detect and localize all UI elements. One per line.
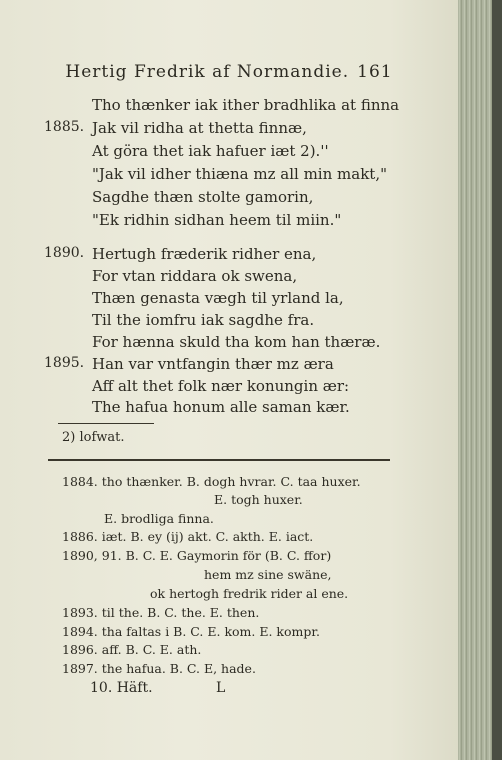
variant-line: E. brodliga finna. xyxy=(104,511,214,526)
verse-text: Hertugh fræderik ridher ena, xyxy=(92,245,317,263)
variant-line: 1894. tha faltas i B. C. E. kom. E. kompr. xyxy=(62,624,320,639)
variant-line: 1890, 91. B. C. E. Gaymorin för (B. C. ffor) xyxy=(62,548,332,563)
variant-line: E. togh huxer. xyxy=(214,492,303,507)
verse-text: For vtan riddara ok swena, xyxy=(92,267,298,285)
running-head-title: Hertig Fredrik af Normandie. xyxy=(65,62,350,82)
variant-line: 1893. til the. B. C. the. E. then. xyxy=(62,605,260,620)
verse-line xyxy=(0,245,458,265)
variant-line: hem mz sine swäne, xyxy=(204,567,332,582)
verse-line xyxy=(0,267,458,287)
verse-text: Til the iomfru iak sagdhe fra. xyxy=(92,311,315,329)
footnote-rule xyxy=(58,423,154,424)
line-number: 1895. xyxy=(44,355,85,371)
verse-line xyxy=(0,119,458,139)
variant-line: 1884. tho thænker. B. dogh hvrar. C. taa huxer. xyxy=(62,474,361,489)
verse-line xyxy=(0,377,458,397)
verse-line xyxy=(0,355,458,375)
verse-text: "Ek ridhin sidhan heem til miin." xyxy=(92,211,342,229)
verse-line xyxy=(0,165,458,185)
verse-text: Sagdhe thæn stolte gamorin, xyxy=(92,188,314,206)
running-head xyxy=(0,62,458,82)
verse-text: Tho thænker iak ither bradhlika at finna xyxy=(92,96,400,114)
page-edges xyxy=(458,0,502,760)
verse-text: "Jak vil idher thiæna mz all min makt," xyxy=(92,165,387,183)
verse-line xyxy=(0,142,458,162)
variant-line: 1896. aff. B. C. E. ath. xyxy=(62,642,202,657)
verse-line xyxy=(0,211,458,231)
verse-line xyxy=(0,311,458,331)
variant-line: 1886. iæt. B. ey (ij) akt. C. akth. E. iact. xyxy=(62,529,314,544)
binding-shadow xyxy=(492,0,502,760)
verse-text: Han var vntfangin thær mz æra xyxy=(92,355,334,373)
verse-line xyxy=(0,398,458,418)
signature-mark: 10. Häft. xyxy=(90,680,153,696)
page-number: 161 xyxy=(357,62,393,82)
line-number: 1885. xyxy=(44,119,85,135)
verse-text: The hafua honum alle saman kær. xyxy=(92,398,350,416)
verse-line xyxy=(0,333,458,353)
verse-text: Jak vil ridha at thetta finnæ, xyxy=(92,119,307,137)
footnote: 2) lofwat. xyxy=(62,430,125,445)
variants-rule xyxy=(48,459,390,461)
verse-text: Aff alt thet folk nær konungin ær: xyxy=(92,377,350,395)
verse-line xyxy=(0,289,458,309)
verse-text: At göra thet iak hafuer iæt 2).'' xyxy=(92,142,329,160)
variant-line: ok hertogh fredrik rider al ene. xyxy=(150,586,349,601)
verse-text: For hænna skuld tha kom han thæræ. xyxy=(92,333,381,351)
variant-line: 1897. the hafua. B. C. E, hade. xyxy=(62,661,256,676)
verse-line xyxy=(0,188,458,208)
verse-text: Thæn genasta vægh til yrland la, xyxy=(92,289,344,307)
line-number: 1890. xyxy=(44,245,85,261)
signature-letter: L xyxy=(216,680,226,696)
verse-line xyxy=(0,96,458,116)
